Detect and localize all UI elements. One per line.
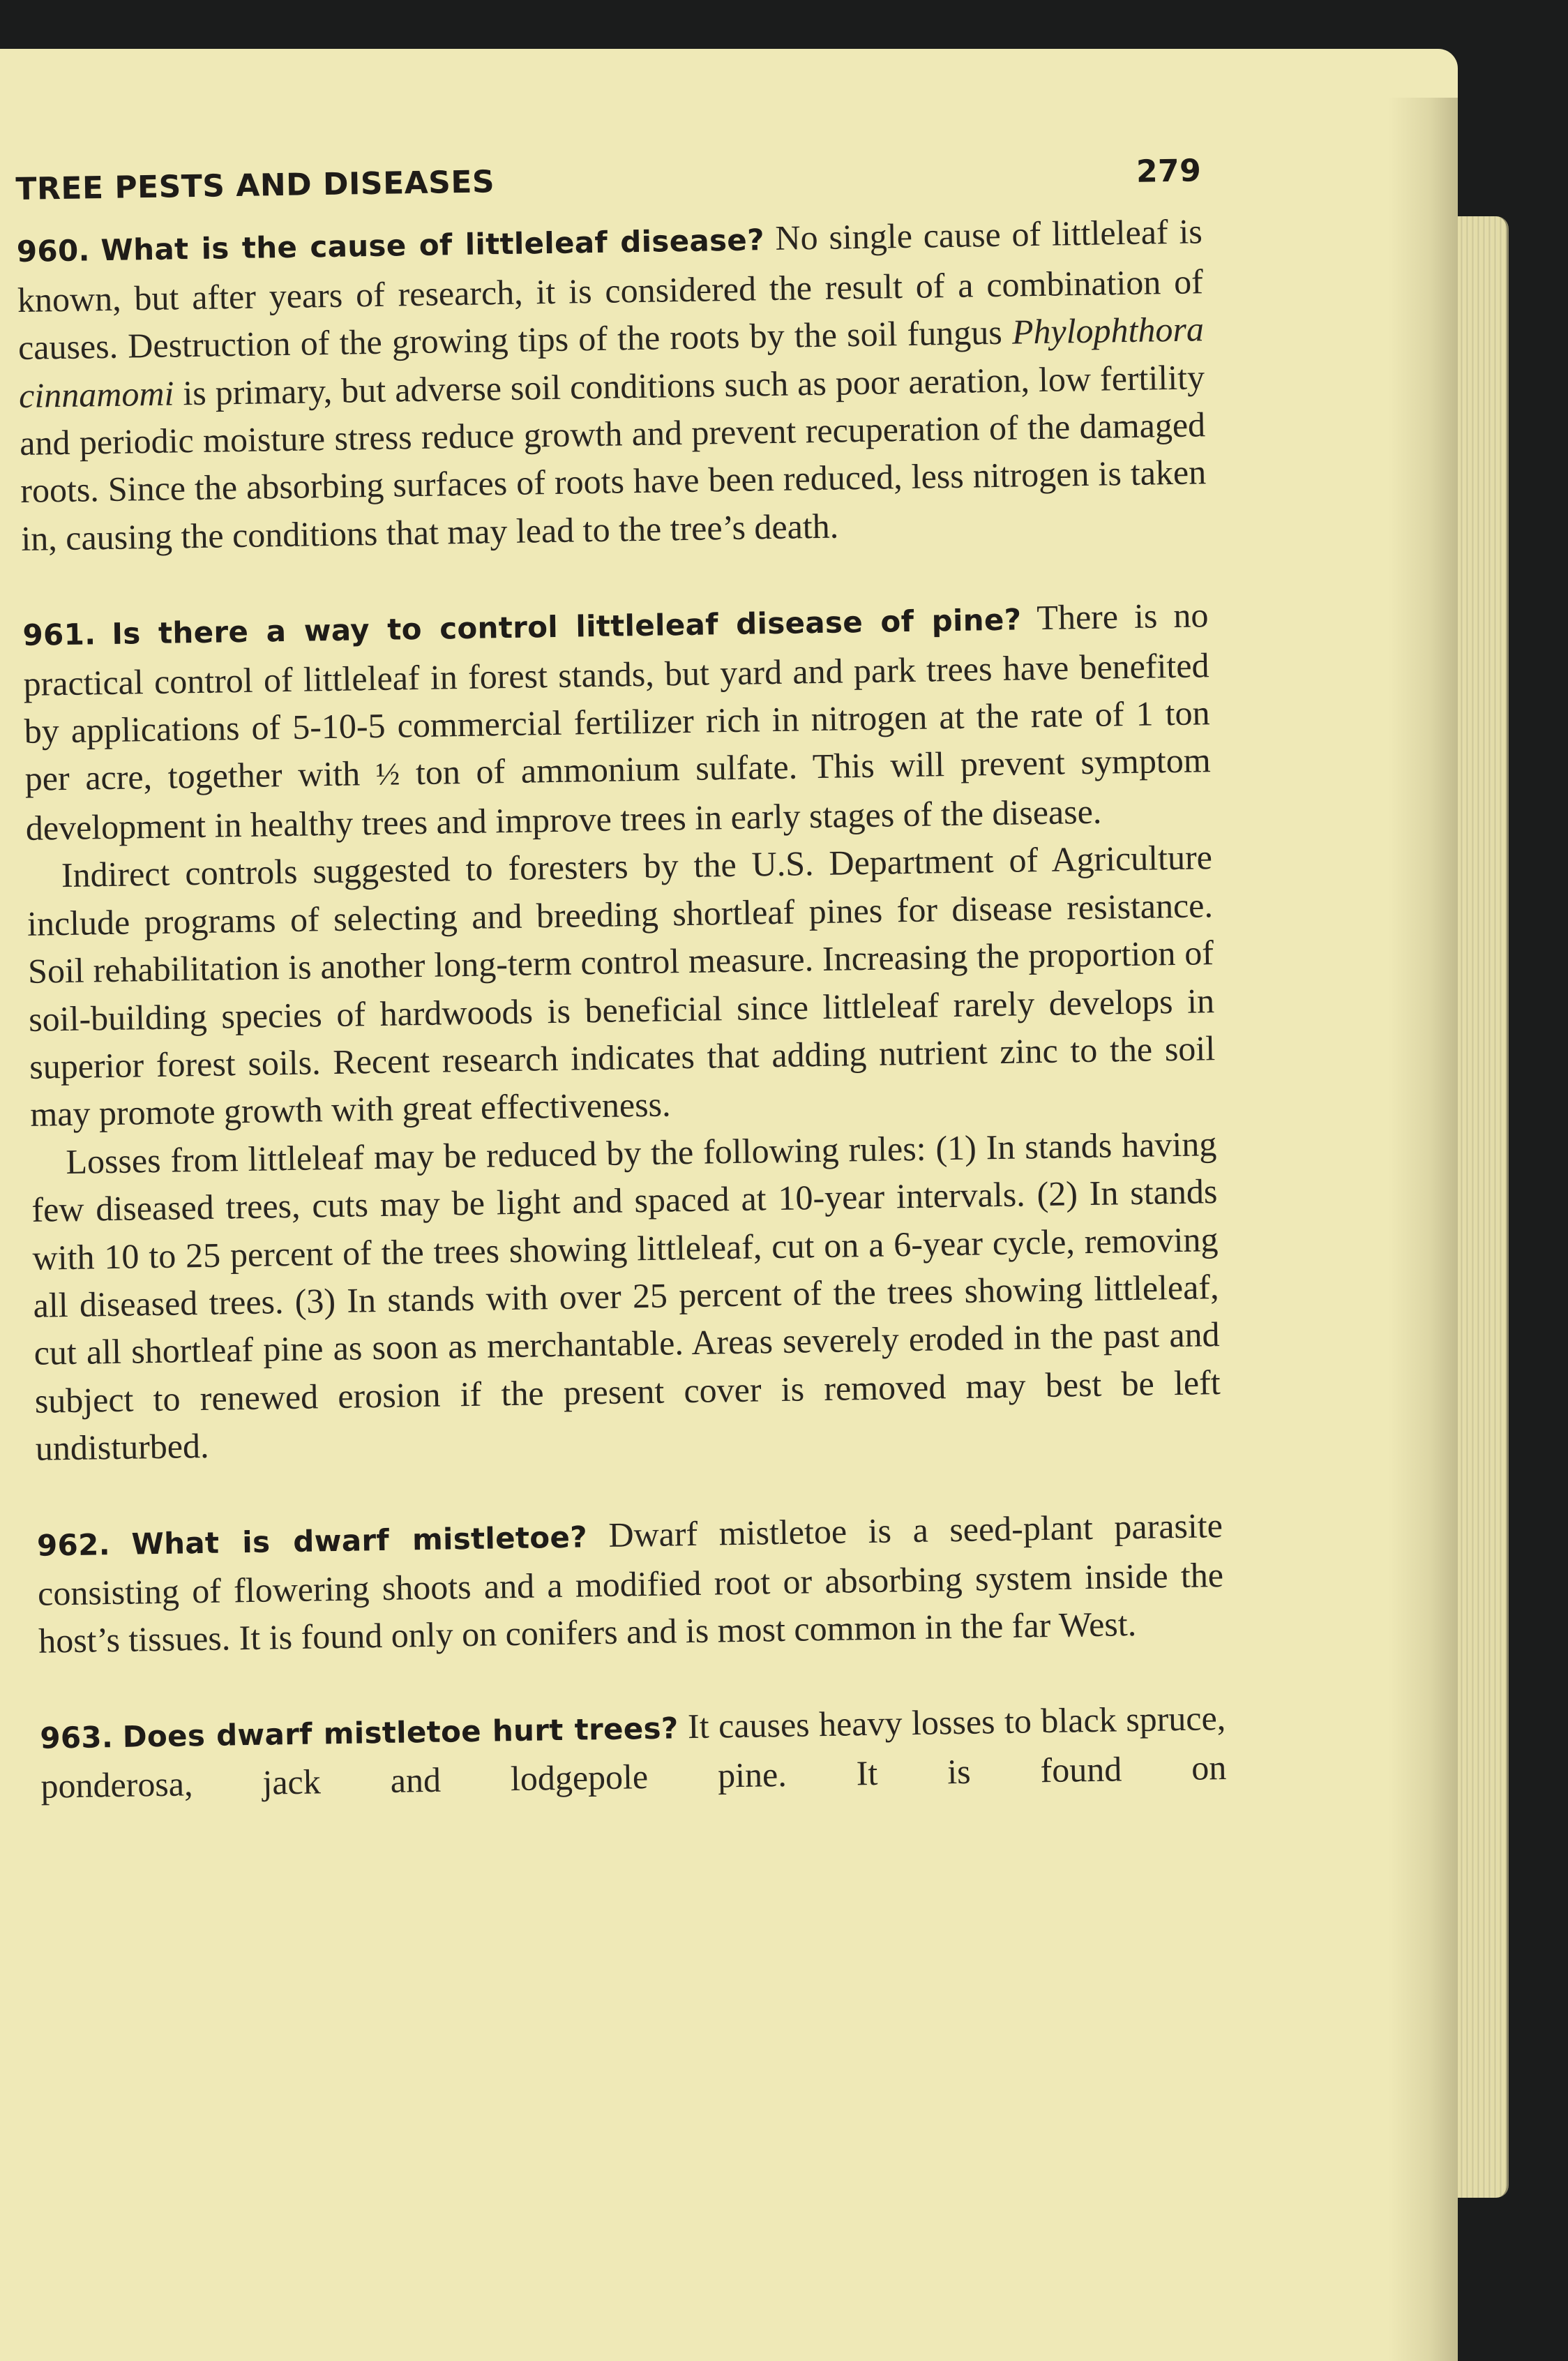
question-text: What is the cause of littleleaf disease? [100,223,765,268]
entry-960 [16,208,1207,562]
question-text: What is dwarf mistletoe? [131,1519,588,1561]
question-number: 963. [40,1719,114,1755]
question-number: 961. [22,617,96,653]
question-text: Does dwarf mistletoe hurt trees? [122,1711,679,1754]
question-number: 960. [16,233,91,269]
question-number: 962. [36,1527,111,1563]
question-text: Is there a way to control littleleaf disease of pine? [112,602,1022,652]
fraction: ½ [375,756,400,793]
answer-text: It causes heavy losses to black spruce, ponderosa, jack and lodgepole pine. It is found on [40,1697,1227,1806]
entry-963 [40,1694,1227,1810]
running-title: TREE PESTS AND DISEASES [15,164,495,207]
answer-text: Dwarf mistletoe is a seed-plant parasite consisting of flowering shoots and a modified root or absorbing system inside the host’s tissues. It is found only on conifers and is most common in the far West. [37,1505,1224,1661]
page-content [15,147,1227,1810]
answer-text: There is no practical control of littleleaf in forest stands, but yard and park trees have benefited by applications of 5-10-5 commercial fertilizer rich in nitrogen at the rate of 1 ton per acre, together with [23,595,1210,799]
entry-962 [36,1501,1224,1665]
answer-text: is primary, but adverse soil conditions such as poor aeration, low fertility and periodic moisture stress reduce growth and prevent recuperation of the damaged roots. Since the absorbing surfaces of roots have been reduced, less nitrogen is taken in, causing the conditions that may lead to the tree’s death. [19,357,1207,558]
page-edges [1458,216,1509,2198]
answer-text: ton of ammonium sulfate. This will prevent symptom development in healthy trees and improve trees in early stages of the disease. [25,740,1212,848]
paragraph: Indirect controls suggested to foresters by the U.S. Department of Agriculture include programs of selecting and breeding shortleaf pines for disease resistance. Soil rehabilitation is another long-term control measure. Increasing the proportion of soil-building species of hardwoods is beneficial since littleleaf rarely develops in superior forest soils. Recent research indicates that adding nutrient zinc to the soil may promote growth with great effectiveness. [27,837,1216,1134]
paragraph: Losses from littleleaf may be reduced by the following rules: (1) In stands having few diseased trees, cuts may be light and spaced at 10-year intervals. (2) In stands with 10 to 25 percent of the trees showing littleleaf, cut on a 6-year cycle, removing all diseased trees. (3) In stands with over 25 percent of the trees showing littleleaf, cut all shortleaf pine as soon as merchantable. Areas severely eroded in the past and subject to renewed erosion if the present cover is removed may best be left undisturbed. [31,1123,1221,1468]
answer-text: No single cause of littleleaf is known, but after years of research, it is considered the result of a combination of causes. Destruction of the growing tips of the roots by the soil fungus [17,211,1204,368]
entry-961 [22,591,1212,852]
page-shadow [1388,98,1458,2361]
species-name: Phylophthora cinnamomi [18,309,1205,415]
page-number: 279 [1136,153,1202,190]
